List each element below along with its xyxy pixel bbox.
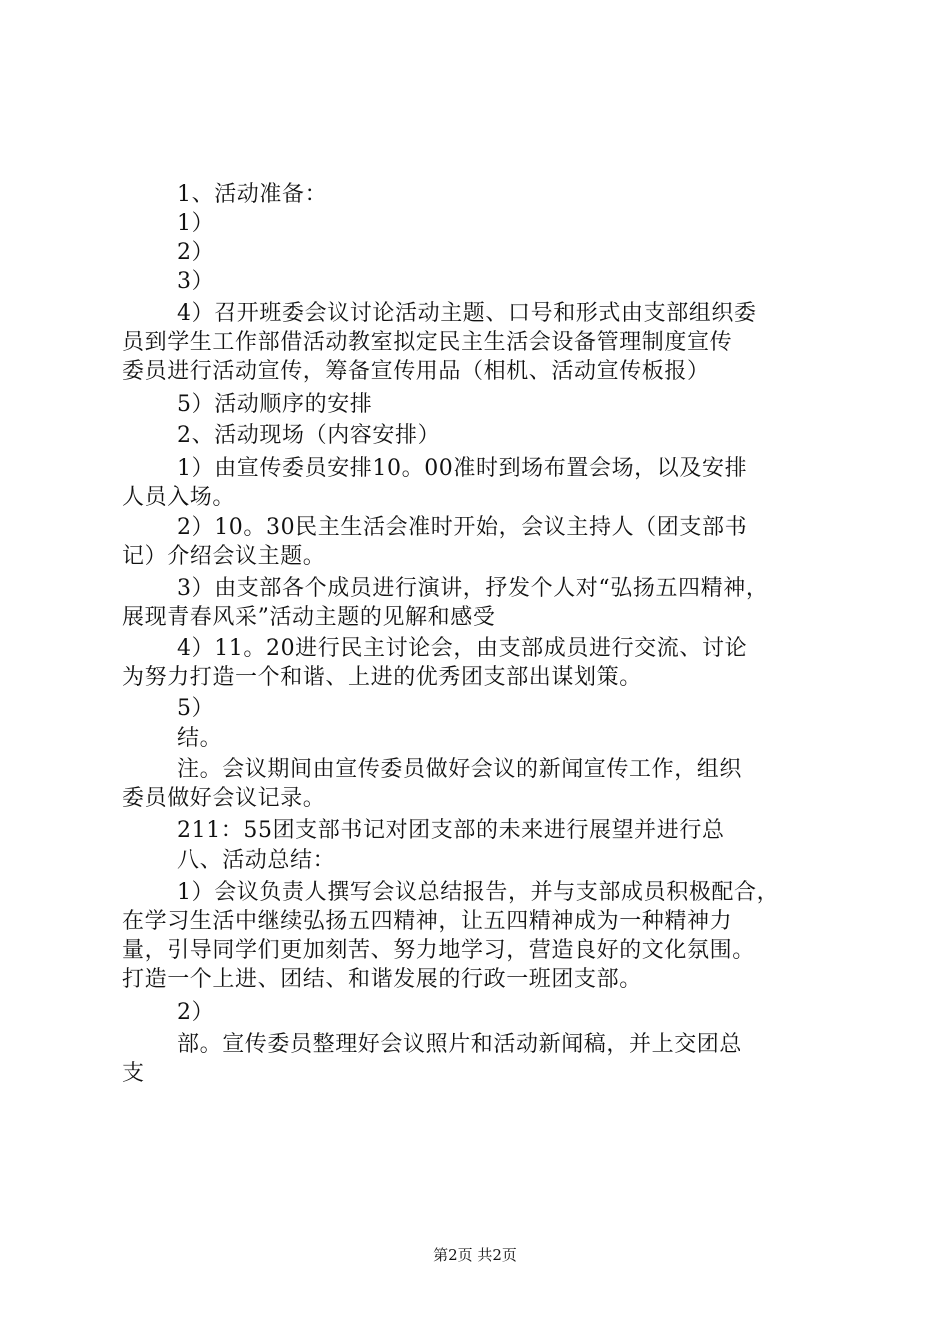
text-line-3: 2） [177, 240, 215, 265]
text-line-20: 注。会议期间由宣传委员做好会议的新闻宣传工作，组织 [177, 757, 743, 782]
text-line-9: 2、活动现场（内容安排） [177, 423, 441, 448]
text-line-18: 5） [177, 696, 215, 721]
text-line-1: 1、活动准备： [177, 182, 328, 207]
text-line-14: 3）由支部各个成员进行演讲，抒发个人对“弘扬五四精神， [177, 576, 769, 601]
text-line-16: 4）11。20进行民主讨论会，由支部成员进行交流、讨论 [177, 636, 748, 661]
text-line-4: 3） [177, 269, 215, 294]
page-footer: 第2页 共2页 [433, 1246, 517, 1264]
text-line-24: 1）会议负责人撰写会议总结报告，并与支部成员积极配合， [177, 880, 780, 905]
text-line-12: 2）10。30民主生活会准时开始，会议主持人（团支部书 [177, 515, 748, 540]
text-line-27: 打造一个上进、团结、和谐发展的行政一班团支部。 [122, 967, 642, 992]
text-line-6: 员到学生工作部借活动教室拟定民主生活会设备管理制度宣传 [122, 330, 733, 355]
text-line-30: 支 [122, 1061, 145, 1086]
text-line-22: 211：55团支部书记对团支部的未来进行展望并进行总 [177, 818, 725, 843]
text-line-5: 4）召开班委会议讨论活动主题、口号和形式由支部组织委 [177, 301, 757, 326]
text-line-19: 结。 [177, 726, 223, 751]
text-line-29: 部。宣传委员整理好会议照片和活动新闻稿，并上交团总 [177, 1032, 743, 1057]
text-line-8: 5）活动顺序的安排 [177, 392, 373, 417]
text-line-28: 2） [177, 1000, 215, 1025]
text-line-25: 在学习生活中继续弘扬五四精神，让五四精神成为一种精神力 [122, 909, 733, 934]
text-line-15: 展现青春风采”活动主题的见解和感受 [122, 605, 496, 630]
text-line-21: 委员做好会议记录。 [122, 786, 326, 811]
text-line-10: 1）由宣传委员安排10。00准时到场布置会场，以及安排 [177, 456, 748, 481]
text-line-2: 1） [177, 211, 215, 236]
text-line-17: 为努力打造一个和谐、上进的优秀团支部出谋划策。 [122, 665, 642, 690]
text-line-11: 人员入场。 [122, 485, 236, 510]
text-line-7: 委员进行活动宣传，筹备宣传用品（相机、活动宣传板报） [122, 359, 710, 384]
text-line-13: 记）介绍会议主题。 [122, 544, 326, 569]
text-line-26: 量，引导同学们更加刻苦、努力地学习，营造良好的文化氛围。 [122, 938, 755, 963]
text-line-23: 八、活动总结： [177, 848, 336, 873]
